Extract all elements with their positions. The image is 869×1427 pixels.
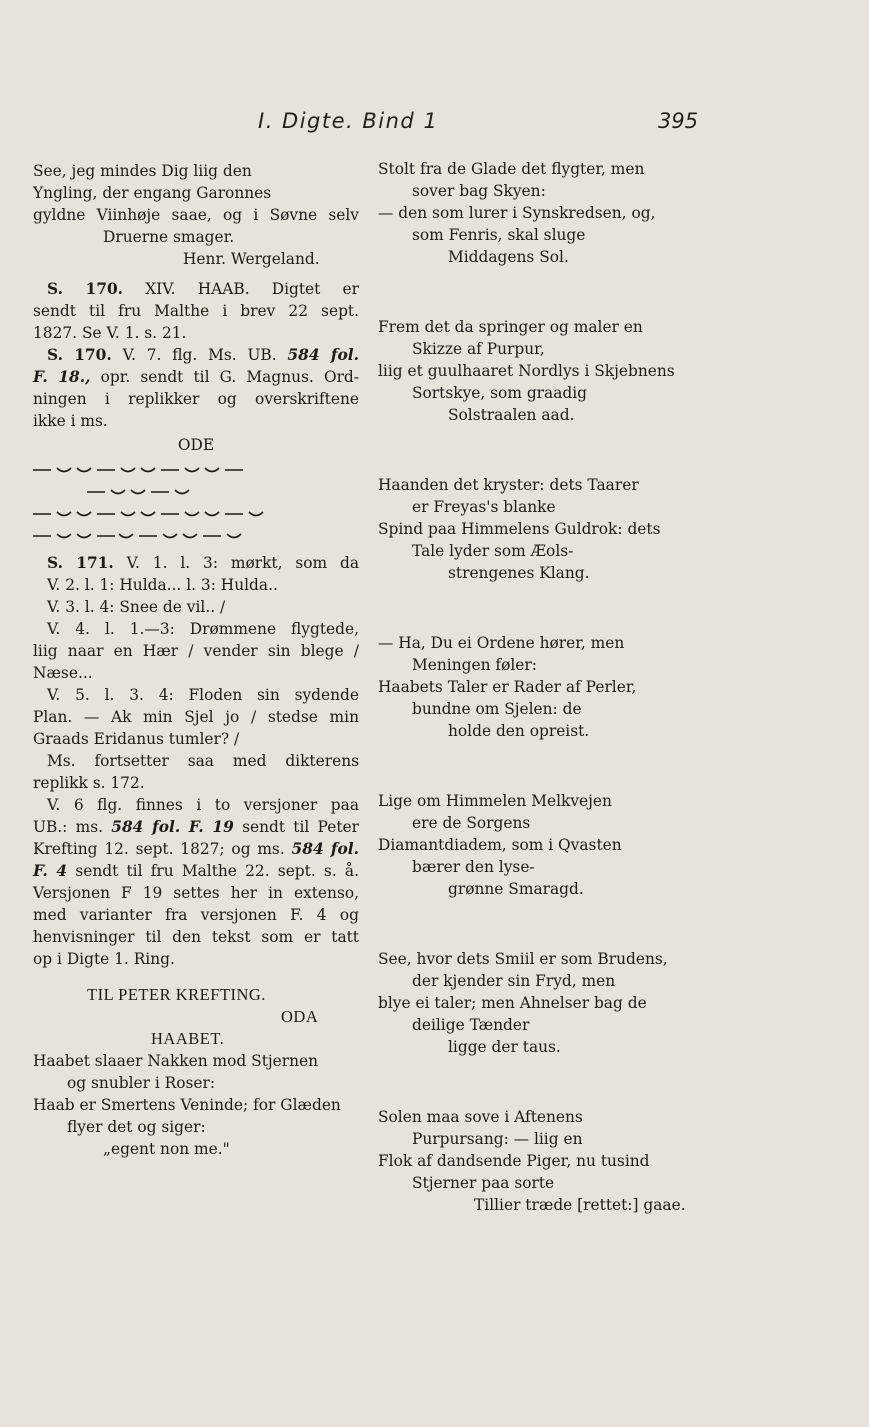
stanza-5	[378, 790, 708, 900]
note-s171-line: Graads Eridanus tumler? /	[33, 730, 240, 748]
stanza-line: Meningen føler:	[412, 656, 537, 674]
note-label: S. 170.	[47, 280, 124, 298]
note-s170a-line: sendt til fru Malthe i brev 22 sept.	[33, 302, 359, 320]
note-label: S. 171.	[47, 554, 114, 572]
stanza-line: er Freyas's blanke	[412, 498, 556, 516]
poem-line: „egent non me."	[103, 1140, 230, 1158]
note-s170b-line	[33, 366, 359, 388]
stanza-line: liig et guulhaaret Nordlys i Skjebnens	[378, 362, 675, 380]
page-number: 395	[658, 109, 699, 133]
stanza-line: Middagens Sol.	[448, 248, 569, 266]
note-text: Krefting 12. sept. 1827; og ms.	[33, 840, 285, 858]
stanza-line: bundne om Sjelen: de	[412, 700, 582, 718]
note-s171-line: henvisninger til den tekst som er tatt	[33, 928, 359, 946]
quote-line: See, jeg mindes Dig liig den	[33, 162, 252, 180]
note-s171-line: V. 2. l. 1: Hulda... l. 3: Hulda..	[47, 576, 278, 594]
note-s171-line: liig naar en Hær / vender sin blege /	[33, 642, 359, 660]
note-text: UB.: ms.	[33, 818, 103, 836]
meter-line-4	[33, 526, 359, 548]
quote-line: Druerne smager.	[103, 228, 235, 246]
note-s171-line: Ms. fortsetter saa med dikterens	[47, 752, 359, 770]
stanza-line: ere de Sorgens	[412, 814, 531, 832]
note-s171-line: V. 3. l. 4: Snee de vil.. /	[47, 598, 226, 616]
stanza-line: — Ha, Du ei Ordene hører, men	[378, 634, 625, 652]
note-s171-line	[33, 838, 359, 860]
poem-line: Haabet slaaer Nakken mod Stjernen	[33, 1052, 319, 1070]
poem-title: TIL PETER KREFTING.	[87, 985, 266, 1004]
stanza-line: See, hvor dets Smiil er som Brudens,	[378, 950, 668, 968]
stanza-line: blye ei taler; men Ahnelser bag de	[378, 994, 647, 1012]
meter-line-1	[33, 460, 359, 482]
stanza-line: bærer den lyse-	[412, 858, 535, 876]
note-s170a-line	[33, 278, 359, 300]
note-text-italic: 584 fol.	[287, 346, 359, 364]
note-s171-line: V. 5. l. 3. 4: Floden sin sydende	[47, 686, 359, 704]
stanza-6	[378, 948, 708, 1058]
note-text-italic: F. 18.,	[33, 368, 91, 386]
note-text: sendt til Peter	[242, 818, 359, 836]
stanza-line: ligge der taus.	[448, 1038, 561, 1056]
stanza-line: Haanden det kryster: dets Taarer	[378, 476, 639, 494]
note-s171-line: Plan. — Ak min Sjel jo / stedse min	[33, 708, 359, 726]
stanza-line: Skizze af Purpur,	[412, 340, 545, 358]
stanza-3	[378, 474, 708, 584]
note-s171-line: med varianter fra versjonen F. 4 og	[33, 906, 359, 924]
right-column	[378, 158, 708, 1216]
poem-line: flyer det og siger:	[67, 1118, 206, 1136]
note-s170b-line: ningen i replikker og overskriftene	[33, 390, 359, 408]
stanza-line: strengenes Klang.	[448, 564, 590, 582]
note-s170b-line: ikke i ms.	[33, 412, 108, 430]
quote-line: Yngling, der engang Garonnes	[33, 184, 272, 202]
stanza-line: Spind paa Himmelens Guldrok: dets	[378, 520, 661, 538]
note-s171-line	[33, 816, 359, 838]
stanza-4	[378, 632, 708, 742]
note-s171-line: op i Digte 1. Ring.	[33, 950, 175, 968]
stanza-line: Stjerner paa sorte	[412, 1174, 555, 1192]
note-text-italic: 584 fol.	[291, 840, 359, 858]
poem-haabet: HAABET.	[151, 1029, 225, 1048]
poem-line: Haab er Smertens Veninde; for Glæden	[33, 1096, 341, 1114]
stanza-line: Tillier træde [rettet:] gaae.	[474, 1196, 686, 1214]
stanza-line: — den som lurer i Synskredsen, og,	[378, 204, 656, 222]
poem-oda: ODA	[281, 1007, 319, 1026]
note-text: V. 7. flg. Ms. UB.	[122, 346, 277, 364]
poem-line: og snubler i Roser:	[67, 1074, 216, 1092]
stanza-2	[378, 316, 708, 426]
note-s171-line	[33, 860, 359, 882]
stanza-line: holde den opreist.	[448, 722, 590, 740]
stanza-line: deilige Tænder	[412, 1016, 530, 1034]
note-s170b-line	[33, 344, 359, 366]
stanza-line: Stolt fra de Glade det flygter, men	[378, 160, 645, 178]
stanza-line: Sortskye, som graadig	[412, 384, 588, 402]
stanza-7	[378, 1106, 708, 1216]
quote-author: Henr. Wergeland.	[183, 250, 320, 268]
stanza-line: grønne Smaragd.	[448, 880, 584, 898]
stanza-line: Solen maa sove i Aftenens	[378, 1108, 583, 1126]
note-text: sendt til fru Malthe 22. sept. s. å.	[75, 862, 359, 880]
metrical-scheme	[33, 460, 359, 548]
note-text: V. 1. l. 3: mørkt, som da	[126, 554, 359, 572]
stanza-line: Purpursang: — liig en	[412, 1130, 583, 1148]
stanza-line: Flok af dandsende Piger, nu tusind	[378, 1152, 650, 1170]
stanza-line: Tale lyder som Æols-	[412, 542, 574, 560]
left-column	[33, 160, 359, 1160]
quote-line: gyldne Viinhøje saae, og i Søvne selv	[33, 206, 359, 224]
ode-heading: ODE	[177, 436, 215, 454]
note-s170a-line: 1827. Se V. 1. s. 21.	[33, 324, 187, 342]
stanza-line: Lige om Himmelen Melkvejen	[378, 792, 612, 810]
stanza-line: der kjender sin Fryd, men	[412, 972, 616, 990]
note-s171-line: Versjonen F 19 settes her in extenso,	[33, 884, 359, 902]
stanza-line: som Fenris, skal sluge	[412, 226, 586, 244]
note-text-italic: F. 4	[33, 862, 68, 880]
note-text-italic: 584 fol. F. 19	[111, 818, 234, 836]
note-s171-line: V. 6 flg. finnes i to versjoner paa	[47, 796, 359, 814]
note-s171-line	[33, 552, 359, 574]
running-header-title: I. Digte. Bind 1	[258, 109, 439, 133]
meter-line-2	[33, 482, 359, 504]
note-label: S. 170.	[47, 346, 112, 364]
note-s171-line: V. 4. l. 1.—3: Drømmene flygtede,	[47, 620, 359, 638]
stanza-line: Diamantdiadem, som i Qvasten	[378, 836, 622, 854]
stanza-line: Haabets Taler er Rader af Perler,	[378, 678, 637, 696]
note-s171-line: Næse...	[33, 664, 93, 682]
note-text: XIV. HAAB. Digtet er	[145, 280, 359, 298]
meter-line-3	[33, 504, 359, 526]
note-s171-line: replikk s. 172.	[33, 774, 145, 792]
stanza-line: sover bag Skyen:	[412, 182, 546, 200]
note-text: opr. sendt til G. Magnus. Ord-	[100, 368, 359, 386]
stanza-1	[378, 158, 708, 268]
stanza-line: Solstraalen aad.	[448, 406, 575, 424]
stanza-line: Frem det da springer og maler en	[378, 318, 643, 336]
